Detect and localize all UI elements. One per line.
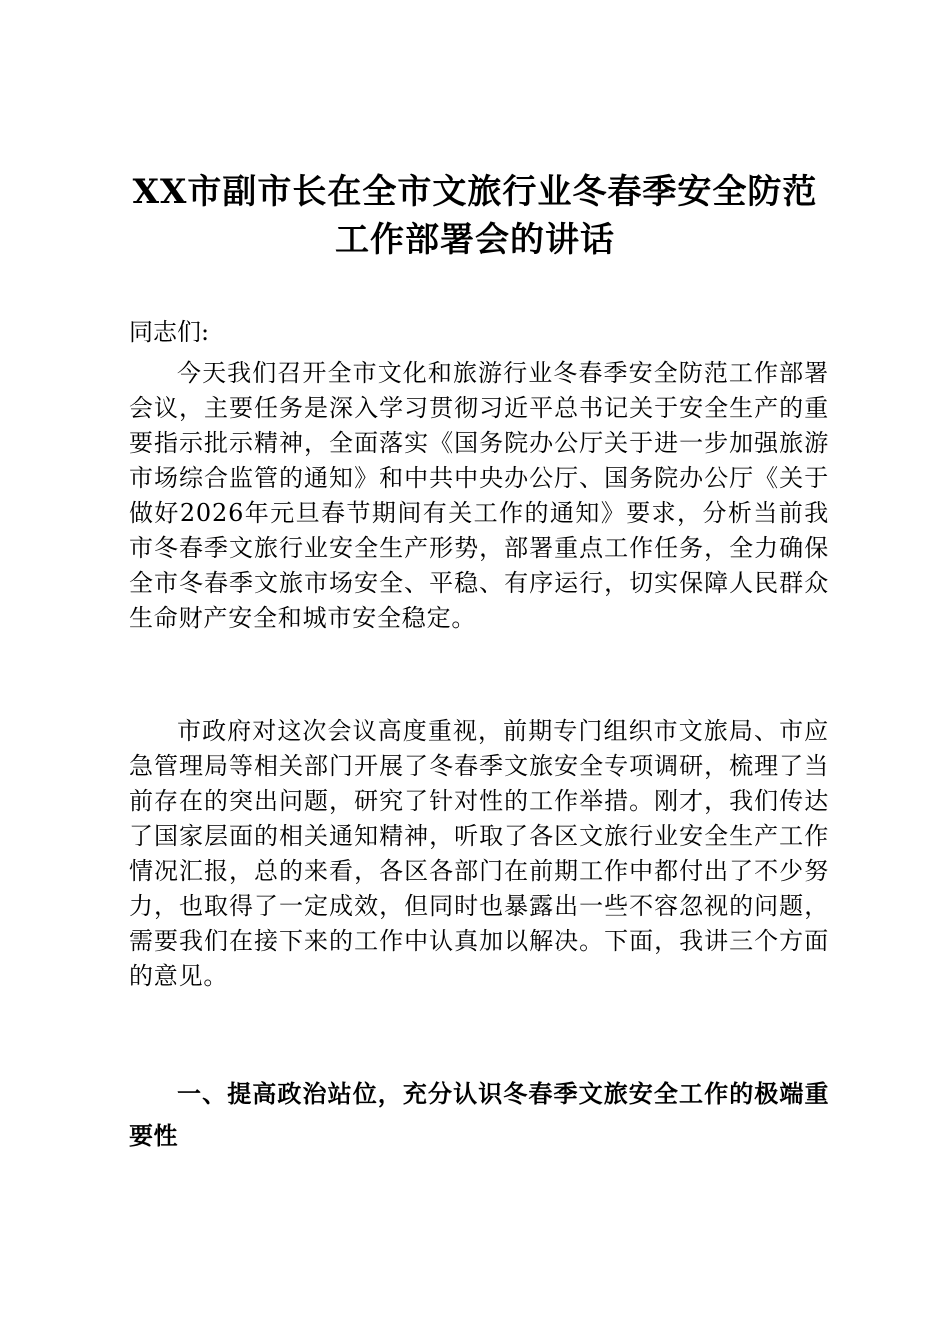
section-heading-1: 一、提高政治站位，充分认识冬春季文旅安全工作的极端重要性 bbox=[129, 1080, 829, 1150]
paragraph-intro: 今天我们召开全市文化和旅游行业冬春季安全防范工作部署会议，主要任务是深入学习贯彻习近平总书记关于安全生产的重要指示批示精神，全面落实《国务院办公厅关于进一步加强旅游市场综合监管的通知》和中共中央办公厅、国务院办公厅《关于做好2026年元旦春节期间有关工作的通知》要求，分析当前我市冬春季文旅行业安全生产形势，部署重点工作任务，全力确保全市冬春季文旅市场安全、平稳、有序运行，切实保障人民群众生命财产安全和城市安全稳定。 bbox=[129, 359, 829, 632]
document-title-line-2: 工作部署会的讲话 bbox=[335, 220, 615, 260]
document-title-line-1: XX市副市长在全市文旅行业冬春季安全防范 bbox=[132, 172, 818, 212]
salutation: 同志们: bbox=[129, 318, 210, 346]
paragraph-context: 市政府对这次会议高度重视，前期专门组织市文旅局、市应急管理局等相关部门开展了冬春季文旅安全专项调研，梳理了当前存在的突出问题，研究了针对性的工作举措。刚才，我们传达了国家层面的相关通知精神，听取了各区文旅行业安全生产工作情况汇报，总的来看，各区各部门在前期工作中都付出了不少努力，也取得了一定成效，但同时也暴露出一些不容忽视的问题，需要我们在接下来的工作中认真加以解决。下面，我讲三个方面的意见。 bbox=[129, 717, 829, 990]
